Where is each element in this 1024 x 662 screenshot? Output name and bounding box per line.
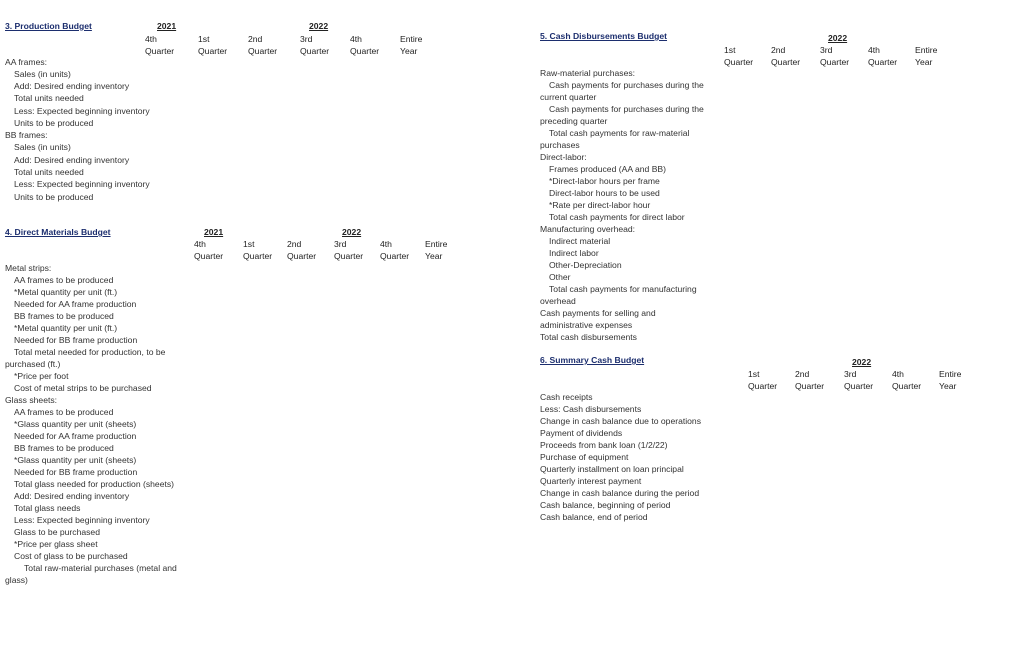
row-label: Cash balance, end of period	[540, 512, 648, 522]
row-label: Direct-labor:	[540, 152, 587, 162]
row-label: Purchase of equipment	[540, 452, 629, 462]
section-title: 4. Direct Materials Budget	[5, 227, 111, 237]
row-label: Sales (in units)	[14, 69, 71, 79]
row-label: Indirect labor	[549, 248, 599, 258]
row-label: Units to be produced	[14, 118, 94, 128]
row-label: Total metal needed for production, to be	[14, 347, 166, 357]
section-title: 6. Summary Cash Budget	[540, 355, 645, 365]
column-header: Entire Year	[915, 45, 938, 67]
row-label: Total cash payments for manufacturing	[549, 284, 697, 294]
year-label-2022: 2022	[852, 357, 872, 367]
row-label: Manufacturing overhead:	[540, 224, 636, 234]
year-label-2021: 2021	[157, 21, 177, 31]
row-label: BB frames to be produced	[14, 311, 114, 321]
row-label: Other	[549, 272, 571, 282]
row-label: overhead	[540, 296, 576, 306]
row-label: Needed for AA frame production	[14, 299, 137, 309]
row-label: Add: Desired ending inventory	[14, 491, 130, 501]
year-label-2021: 2021	[204, 227, 224, 237]
row-label: Total units needed	[14, 167, 84, 177]
row-label: AA frames to be produced	[14, 407, 114, 417]
row-label: *Price per glass sheet	[14, 539, 98, 549]
row-label: *Rate per direct-labor hour	[549, 200, 651, 210]
column-header: 1st Quarter	[724, 45, 754, 67]
column-header: 3rd Quarter	[334, 239, 364, 261]
row-label: Metal strips:	[5, 263, 52, 273]
column-header: 2nd Quarter	[248, 34, 278, 56]
row-label: BB frames:	[5, 130, 48, 140]
section-title: 5. Cash Disbursements Budget	[540, 31, 668, 41]
row-label: Frames produced (AA and BB)	[549, 164, 667, 174]
row-label: Cost of metal strips to be purchased	[14, 383, 152, 393]
row-label: Quarterly installment on loan principal	[540, 464, 684, 474]
row-label: Needed for BB frame production	[14, 335, 138, 345]
row-label: Raw-material purchases:	[540, 68, 636, 78]
column-header: 4th Quarter	[892, 369, 922, 391]
row-label: Indirect material	[549, 236, 611, 246]
row-label: Total cash payments for raw-material	[549, 128, 690, 138]
row-label: Cost of glass to be purchased	[14, 551, 128, 561]
row-label: *Price per foot	[14, 371, 69, 381]
column-header: 3rd Quarter	[300, 34, 330, 56]
row-label: Less: Expected beginning inventory	[14, 106, 150, 116]
row-label: Proceeds from bank loan (1/2/22)	[540, 440, 668, 450]
row-label: purchases	[540, 140, 580, 150]
row-label: Less: Expected beginning inventory	[14, 179, 150, 189]
column-header: 2nd Quarter	[287, 239, 317, 261]
row-label: purchased (ft.)	[5, 359, 61, 369]
row-label: Total glass needs	[14, 503, 81, 513]
column-header: 1st Quarter	[748, 369, 778, 391]
row-label: Glass sheets:	[5, 395, 58, 405]
row-label: *Metal quantity per unit (ft.)	[14, 323, 118, 333]
row-label: Total glass needed for production (sheets)	[14, 479, 175, 489]
row-label: Units to be produced	[14, 192, 94, 202]
column-header: 4th Quarter	[194, 239, 224, 261]
column-header: 1st Quarter	[198, 34, 228, 56]
row-label: AA frames:	[5, 57, 48, 67]
row-label: *Metal quantity per unit (ft.)	[14, 287, 118, 297]
row-label: Change in cash balance due to operations	[540, 416, 702, 426]
column-header: Entire Year	[400, 34, 423, 56]
row-label: Total cash disbursements	[540, 332, 637, 342]
column-header: 4th Quarter	[868, 45, 898, 67]
year-label-2022: 2022	[342, 227, 362, 237]
column-header: 2nd Quarter	[771, 45, 801, 67]
row-label: Needed for AA frame production	[14, 431, 137, 441]
row-label: *Glass quantity per unit (sheets)	[14, 419, 137, 429]
column-header: 3rd Quarter	[844, 369, 874, 391]
row-label: Add: Desired ending inventory	[14, 81, 130, 91]
row-label: preceding quarter	[540, 116, 608, 126]
row-label: Other-Depreciation	[549, 260, 622, 270]
column-header: 1st Quarter	[243, 239, 273, 261]
column-header: 4th Quarter	[380, 239, 410, 261]
year-label-2022: 2022	[309, 21, 329, 31]
row-label: Quarterly interest payment	[540, 476, 642, 486]
column-header: 4th Quarter	[145, 34, 175, 56]
row-label: Add: Desired ending inventory	[14, 155, 130, 165]
row-label: Total units needed	[14, 93, 84, 103]
column-header: 3rd Quarter	[820, 45, 850, 67]
row-label: Cash payments for selling and	[540, 308, 656, 318]
row-label: *Direct-labor hours per frame	[549, 176, 660, 186]
column-header: 2nd Quarter	[795, 369, 825, 391]
row-label: Less: Cash disbursements	[540, 404, 642, 414]
column-header: Entire Year	[425, 239, 448, 261]
row-label: Direct-labor hours to be used	[549, 188, 660, 198]
row-label: Total raw-material purchases (metal and	[24, 563, 177, 573]
row-label: Cash payments for purchases during the	[549, 104, 704, 114]
row-label: Cash balance, beginning of period	[540, 500, 671, 510]
year-label-2022: 2022	[828, 33, 848, 43]
row-label: Total cash payments for direct labor	[549, 212, 685, 222]
row-label: Sales (in units)	[14, 142, 71, 152]
row-label: Change in cash balance during the period	[540, 488, 700, 498]
column-header: 4th Quarter	[350, 34, 380, 56]
row-label: Payment of dividends	[540, 428, 623, 438]
row-label: administrative expenses	[540, 320, 633, 330]
column-header: Entire Year	[939, 369, 962, 391]
row-label: Less: Expected beginning inventory	[14, 515, 150, 525]
row-label: current quarter	[540, 92, 597, 102]
row-label: glass)	[5, 575, 28, 585]
row-label: AA frames to be produced	[14, 275, 114, 285]
row-label: BB frames to be produced	[14, 443, 114, 453]
row-label: *Glass quantity per unit (sheets)	[14, 455, 137, 465]
row-label: Needed for BB frame production	[14, 467, 138, 477]
row-label: Cash receipts	[540, 392, 593, 402]
row-label: Glass to be purchased	[14, 527, 100, 537]
section-title: 3. Production Budget	[5, 21, 92, 31]
row-label: Cash payments for purchases during the	[549, 80, 704, 90]
